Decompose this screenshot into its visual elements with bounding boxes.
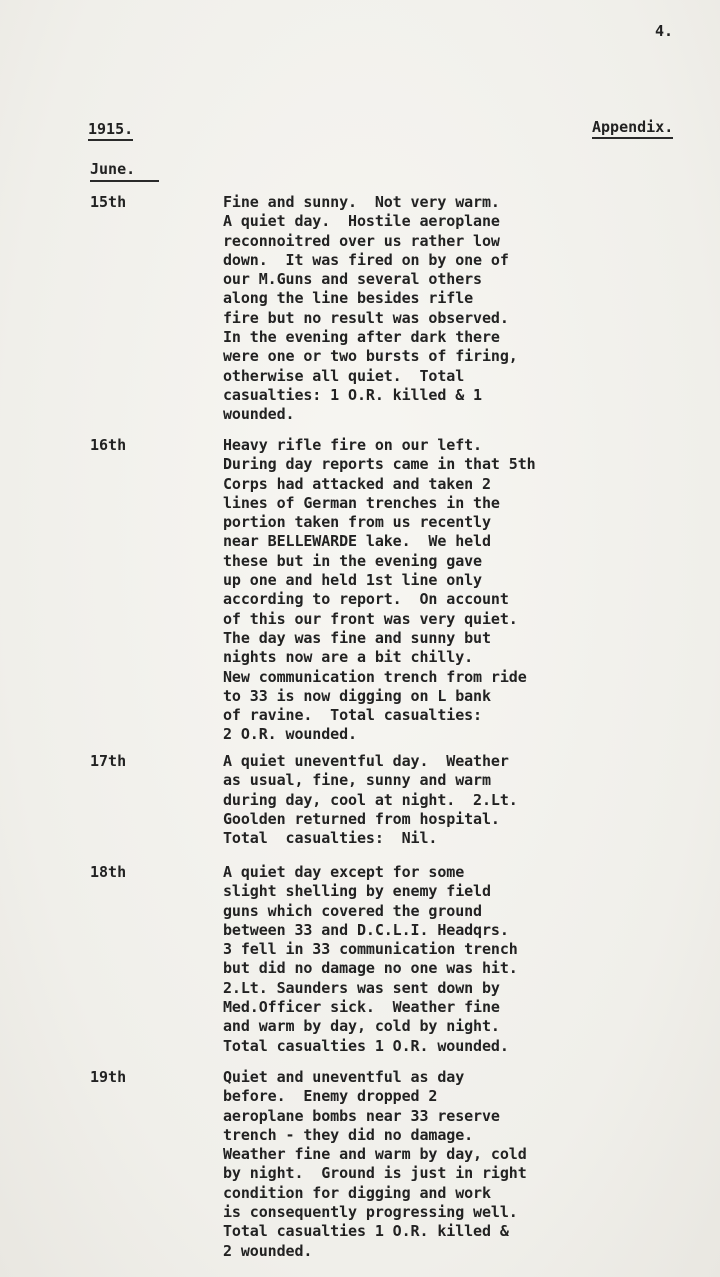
entry-line: fire but no result was observed.: [223, 308, 509, 327]
entry-line: Corps had attacked and taken 2: [223, 474, 491, 493]
entry-line: casualties: 1 O.R. killed & 1: [223, 385, 482, 404]
entry-line: between 33 and D.C.L.I. Headqrs.: [223, 920, 509, 939]
entry-line: were one or two bursts of firing,: [223, 347, 518, 366]
entry-line: to 33 is now digging on L bank: [223, 686, 491, 705]
entry-line: Med.Officer sick. Weather fine: [223, 998, 500, 1017]
month-heading: June.: [90, 160, 159, 182]
entry-date: 17th: [90, 752, 127, 770]
entry-line: portion taken from us recently: [223, 513, 491, 532]
entry-text: [223, 752, 518, 848]
entry-line: condition for digging and work: [223, 1183, 491, 1202]
entry-date: 16th: [90, 436, 127, 454]
entry-date: 19th: [90, 1068, 127, 1086]
entry-line: Total casualties 1 O.R. wounded.: [223, 1036, 509, 1055]
entry-line: near BELLEWARDE lake. We held: [223, 532, 491, 551]
entry-line: A quiet uneventful day. Weather: [223, 752, 509, 770]
page-number: 4.: [655, 22, 674, 40]
entry-line: during day, cool at night. 2.Lt.: [223, 790, 518, 809]
entry-line: New communication trench from ride: [223, 667, 527, 686]
entry-line: wounded.: [223, 405, 295, 424]
entry-line: as usual, fine, sunny and warm: [223, 771, 491, 790]
entry-line: 2 wounded.: [223, 1241, 313, 1260]
entry-line: is consequently progressing well.: [223, 1203, 518, 1222]
entry-line: these but in the evening gave: [223, 551, 482, 570]
entry-line: During day reports came in that 5th: [223, 455, 536, 474]
entry-line: up one and held 1st line only: [223, 571, 482, 590]
entry-line: Total casualties 1 O.R. killed &: [223, 1222, 509, 1241]
entry-line: of ravine. Total casualties:: [223, 706, 482, 725]
entry-line: lines of German trenches in the: [223, 493, 500, 512]
entry-line: by night. Ground is just in right: [223, 1164, 527, 1183]
entry-line: but did no damage no one was hit.: [223, 959, 518, 978]
entry-line: nights now are a bit chilly.: [223, 648, 474, 667]
entry-line: down. It was fired on by one of: [223, 250, 509, 269]
entry-line: reconnoitred over us rather low: [223, 231, 500, 250]
entry-line: trench - they did no damage.: [223, 1125, 474, 1144]
entry-line: A quiet day except for some: [223, 863, 465, 881]
entry-line: The day was fine and sunny but: [223, 628, 491, 647]
entry-line: 2 O.R. wounded.: [223, 725, 357, 744]
entry-text: [223, 863, 518, 1056]
entry-line: A quiet day. Hostile aeroplane: [223, 212, 500, 231]
entry-text: [223, 1068, 527, 1261]
entry-line: Heavy rifle fire on our left.: [223, 436, 482, 454]
entry-line: and warm by day, cold by night.: [223, 1017, 500, 1036]
entry-line: of this our front was very quiet.: [223, 609, 518, 628]
entry-line: aeroplane bombs near 33 reserve: [223, 1106, 500, 1125]
entry-line: otherwise all quiet. Total: [223, 366, 465, 385]
entry-line: Quiet and uneventful as day: [223, 1068, 465, 1086]
entry-line: along the line besides rifle: [223, 289, 474, 308]
entry-date: 18th: [90, 863, 127, 881]
entry-line: before. Enemy dropped 2: [223, 1087, 438, 1106]
entry-line: 2.Lt. Saunders was sent down by: [223, 978, 500, 997]
entry-line: slight shelling by enemy field: [223, 882, 491, 901]
entry-line: Weather fine and warm by day, cold: [223, 1145, 527, 1164]
year-heading: 1915.: [88, 120, 133, 141]
entry-line: our M.Guns and several others: [223, 270, 482, 289]
entry-text: [223, 436, 536, 745]
entry-line: according to report. On account: [223, 590, 509, 609]
entry-line: Fine and sunny. Not very warm.: [223, 193, 500, 211]
entry-line: Total casualties: Nil.: [223, 829, 438, 848]
entry-line: In the evening after dark there: [223, 328, 500, 347]
entry-line: Goolden returned from hospital.: [223, 809, 500, 828]
entry-line: guns which covered the ground: [223, 901, 482, 920]
entry-date: 15th: [90, 193, 127, 211]
entry-line: 3 fell in 33 communication trench: [223, 940, 518, 959]
entry-text: [223, 193, 518, 425]
appendix-heading: Appendix.: [592, 118, 673, 139]
